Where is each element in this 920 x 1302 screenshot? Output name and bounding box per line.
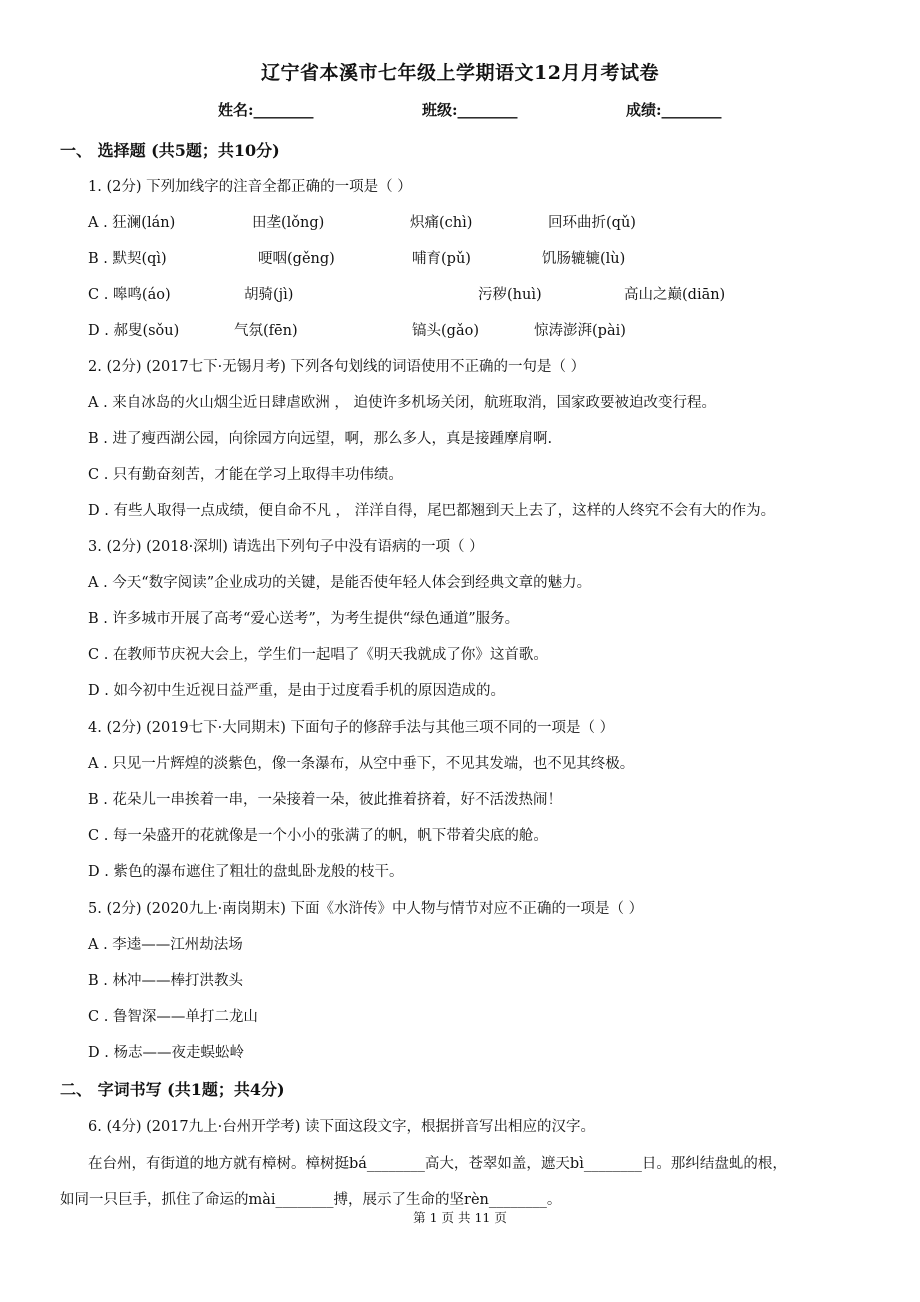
question-3-option-a: A . 今天“数字阅读”企业成功的关键，是能否使年轻人体会到经典文章的魅力。 [88, 575, 592, 591]
section-heading-choice: 一、 选择题 (共5题；共10分) [60, 141, 280, 160]
question-6-stem: 6. (4分) (2017九上·台州开学考) 读下面这段文字，根据拼音写出相应的汉字。 [88, 1119, 596, 1135]
option-part: B . 默契(qì) [88, 251, 167, 267]
option-part: 污秽(huì) [478, 287, 542, 303]
section-heading-writing: 二、 字词书写 (共1题；共4分) [60, 1080, 285, 1099]
option-part: 炽痛(chì) [410, 215, 473, 231]
question-2-option-a: A . 来自冰岛的火山烟尘近日肆虐欧洲 ， 迫使许多机场关闭，航班取消，国家政要被迫改变行程。 [88, 395, 717, 411]
question-5-option-d: D . 杨志——夜走蜈蚣岭 [88, 1045, 244, 1061]
question-4-stem: 4. (2分) (2019七下·大同期末) 下面句子的修辞手法与其他三项不同的一项是（ ） [88, 720, 615, 736]
class-field: 班级:________ [422, 101, 518, 119]
question-3-option-d: D . 如今初中生近视日益严重，是由于过度看手机的原因造成的。 [88, 683, 505, 699]
question-1-stem: 1. (2分) 下列加线字的注音全都正确的一项是（ ） [88, 179, 412, 195]
question-1-option-d [88, 319, 626, 340]
question-4-option-c: C . 每一朵盛开的花就像是一个小小的张满了的帆，帆下带着尖底的舱。 [88, 828, 548, 844]
option-part: 田垄(lǒng) [252, 215, 325, 231]
question-5-stem: 5. (2分) (2020九上·南岗期末) 下面《水浒传》中人物与情节对应不正确的一项是（ ） [88, 901, 644, 917]
question-4-option-d: D . 紫色的瀑布遮住了粗壮的盘虬卧龙般的枝干。 [88, 864, 404, 880]
question-4-option-b: B . 花朵儿一串挨着一串，一朵接着一朵，彼此推着挤着，好不活泼热闹！ [88, 792, 562, 808]
question-1-option-a [88, 211, 636, 232]
question-2-option-b: B . 进了瘦西湖公园，向徐园方向远望，啊，那么多人，真是接踵摩肩啊. [88, 431, 553, 447]
option-part: 镐头(gǎo) [412, 323, 479, 339]
option-part: 高山之巅(diān) [624, 287, 726, 303]
option-part: 哽咽(gěng) [258, 251, 335, 267]
option-part: 哺育(pǔ) [412, 251, 471, 267]
question-1-option-c [88, 283, 725, 304]
option-part: C . 嗥鸣(áo) [88, 287, 171, 303]
question-3-option-b: B . 许多城市开展了高考“爱心送考”，为考生提供“绿色通道”服务。 [88, 611, 520, 627]
question-2-option-d: D . 有些人取得一点成绩，便自命不凡 ， 洋洋自得，尾巴都翘到天上去了，这样的人终究不会有大的作为。 [88, 503, 776, 519]
question-2-stem: 2. (2分) (2017七下·无锡月考) 下列各句划线的词语使用不正确的一句是（ ） [88, 359, 586, 375]
question-5-option-b: B . 林冲——棒打洪教头 [88, 973, 243, 989]
name-field: 姓名:________ [218, 101, 314, 119]
option-part: A . 狂澜(lán) [88, 215, 176, 231]
question-4-option-a: A . 只见一片辉煌的淡紫色，像一条瀑布，从空中垂下，不见其发端，也不见其终极。 [88, 756, 635, 772]
option-part: 饥肠辘辘(lù) [542, 251, 626, 267]
option-part: 胡骑(jì) [244, 287, 294, 303]
question-5-option-c: C . 鲁智深——单打二龙山 [88, 1009, 258, 1025]
option-part: 惊涛澎湃(pài) [534, 323, 626, 339]
option-part: D . 郝叟(sǒu) [88, 323, 180, 339]
option-part: 气氛(fēn) [234, 323, 298, 339]
page-footer: 第 1 页 共 11 页 [413, 1210, 507, 1225]
score-field: 成绩:________ [626, 101, 722, 119]
question-6-paragraph-line-2: 如同一只巨手，抓住了命运的mài________搏，展示了生命的坚rèn________。 [60, 1192, 562, 1208]
question-6-paragraph-line-1: 在台州，有街道的地方就有樟树。樟树挺bá________高大，苍翠如盖，遮天bì________日。那纠结盘虬的根， [88, 1156, 787, 1172]
question-3-stem: 3. (2分) (2018·深圳) 请选出下列句子中没有语病的一项（ ） [88, 539, 484, 555]
question-2-option-c: C . 只有勤奋刻苦，才能在学习上取得丰功伟绩。 [88, 467, 403, 483]
question-5-option-a: A . 李逵——江州劫法场 [88, 937, 243, 953]
page-title: 辽宁省本溪市七年级上学期语文12月月考试卷 [261, 62, 659, 84]
question-3-option-c: C . 在教师节庆祝大会上，学生们一起唱了《明天我就成了你》这首歌。 [88, 647, 548, 663]
question-1-option-b [88, 247, 625, 268]
option-part: 回环曲折(qǔ) [548, 215, 636, 231]
